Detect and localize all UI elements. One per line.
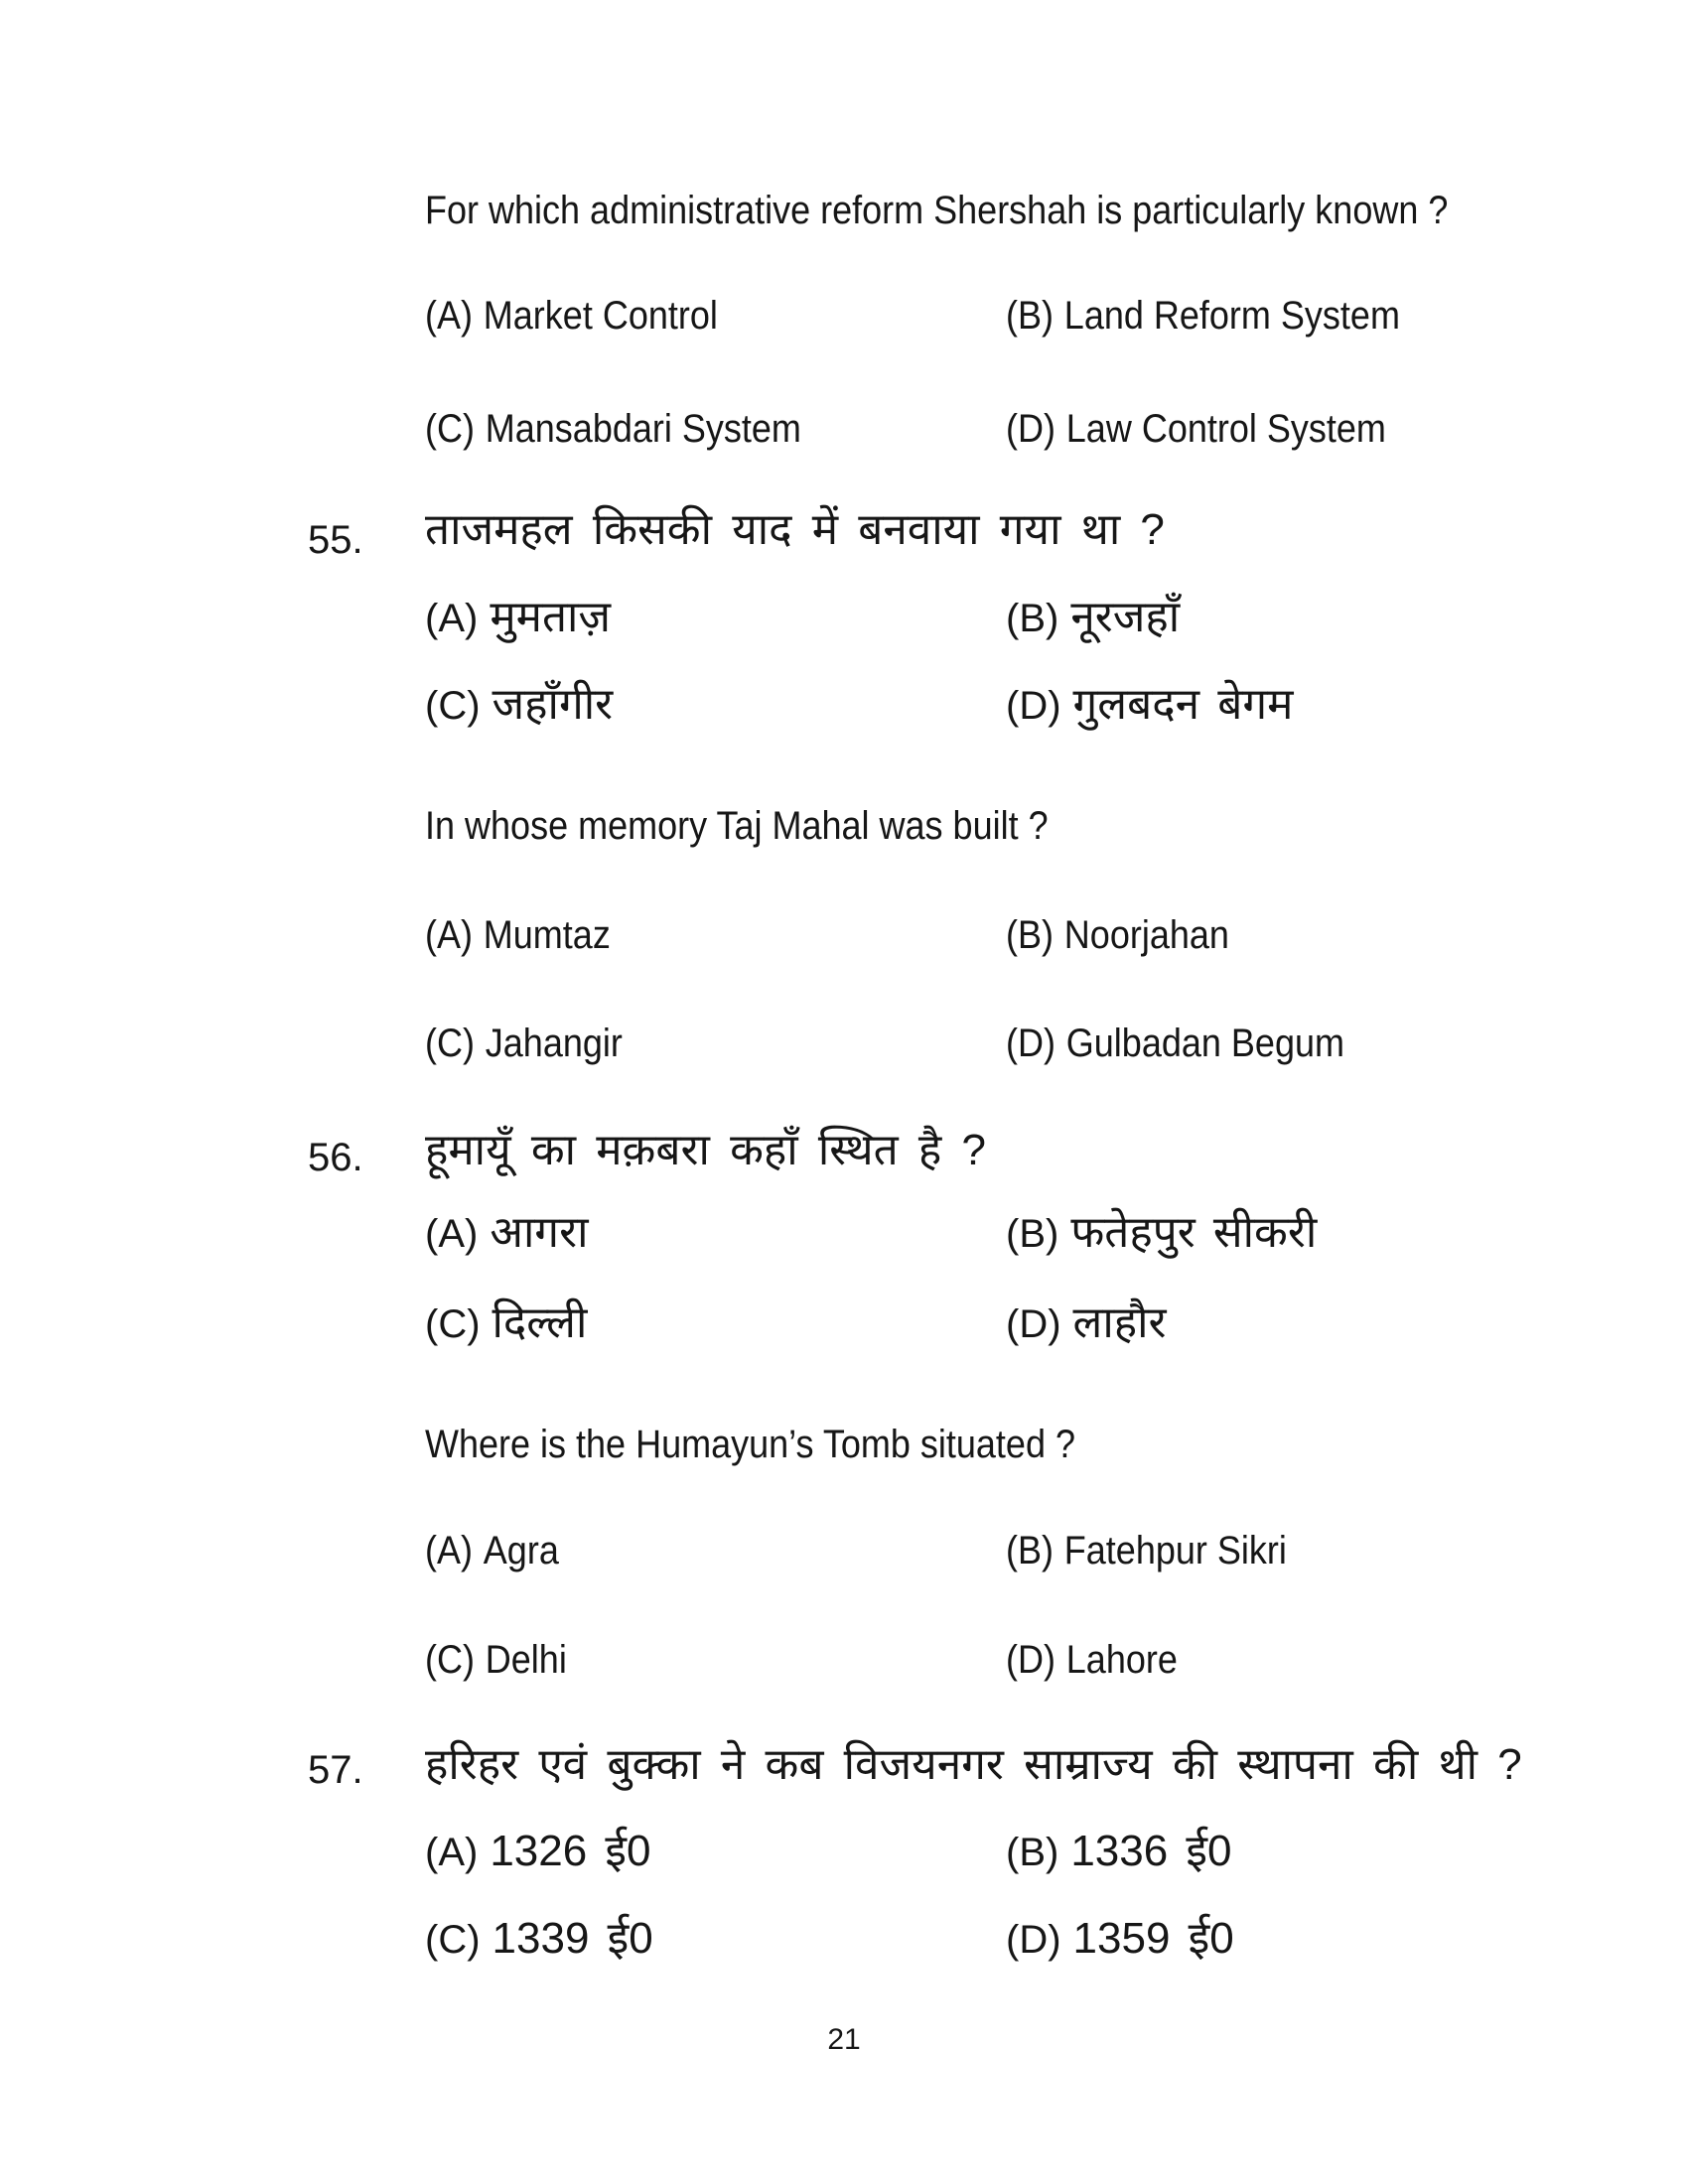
question-57-hindi-option-c <box>425 1914 653 1963</box>
option-label: (D) <box>1006 1638 1055 1682</box>
option-text: 1326 ई0 <box>490 1827 651 1875</box>
question-57-hindi-option-a <box>425 1827 651 1875</box>
option-label: (D) <box>1006 1022 1055 1065</box>
option-text: मुमताज़ <box>490 593 612 641</box>
option-label: (A) <box>425 294 473 338</box>
option-label: (A) <box>425 1529 473 1572</box>
question-55-english-option-b <box>1006 915 1229 955</box>
question-55-number: 55. <box>308 518 363 562</box>
option-label: (C) <box>425 1918 481 1962</box>
question-56-english-option-c <box>425 1640 567 1680</box>
question-55-english-text: In whose memory Taj Mahal was built ? <box>425 804 1049 848</box>
question-54-english-text: For which administrative reform Shershah is particularly known ? <box>425 189 1449 232</box>
option-label: (A) <box>425 1831 479 1874</box>
question-57-hindi-text: हरिहर एवं बुक्का ने कब विजयनगर साम्राज्य की स्थापना की थी ? <box>425 1740 1522 1789</box>
option-text: लाहौर <box>1072 1298 1167 1347</box>
question-54-option-a <box>425 296 718 336</box>
option-label: (D) <box>1006 684 1061 728</box>
option-label: (B) <box>1006 1831 1059 1874</box>
question-57-number: 57. <box>308 1748 363 1792</box>
option-text: Fatehpur Sikri <box>1063 1529 1287 1572</box>
option-text: Noorjahan <box>1063 913 1229 957</box>
question-55-hindi-option-d <box>1006 680 1294 729</box>
question-56-hindi-text: हूमायूँ का मक़बरा कहाँ स्थित है ? <box>425 1126 986 1174</box>
option-label: (A) <box>425 597 479 640</box>
option-label: (C) <box>425 684 481 728</box>
question-55-hindi-option-a <box>425 593 612 641</box>
option-text: Gulbadan Begum <box>1065 1022 1344 1065</box>
question-56-hindi-option-d <box>1006 1298 1167 1347</box>
question-55-english-option-d <box>1006 1024 1344 1063</box>
option-label: (D) <box>1006 1302 1061 1346</box>
question-54-option-c <box>425 409 801 449</box>
option-label: (A) <box>425 913 473 957</box>
option-text: 1339 ई0 <box>492 1914 653 1963</box>
option-text: Mansabdari System <box>485 407 801 451</box>
option-text: Law Control System <box>1065 407 1386 451</box>
option-text: दिल्ली <box>492 1298 588 1347</box>
option-text: 1336 ई0 <box>1070 1827 1232 1875</box>
question-54-option-b <box>1006 296 1400 336</box>
option-text: Delhi <box>485 1638 567 1682</box>
question-56-english-option-d <box>1006 1640 1178 1680</box>
question-57-hindi-option-b <box>1006 1827 1232 1875</box>
question-56-english-option-a <box>425 1531 559 1570</box>
option-label: (C) <box>425 1638 475 1682</box>
option-text: नूरजहाँ <box>1070 593 1181 641</box>
option-label: (B) <box>1006 294 1054 338</box>
option-label: (D) <box>1006 407 1055 451</box>
option-label: (C) <box>425 1302 481 1346</box>
page-number: 21 <box>827 2023 861 2056</box>
option-label: (B) <box>1006 913 1054 957</box>
question-55-english-option-a <box>425 915 611 955</box>
option-text: Market Control <box>483 294 718 338</box>
question-57-hindi-option-d <box>1006 1914 1234 1963</box>
option-text: Mumtaz <box>483 913 611 957</box>
question-56-hindi-option-b <box>1006 1208 1318 1257</box>
option-text: गुलबदन बेगम <box>1072 680 1294 729</box>
question-55-english-option-c <box>425 1024 623 1063</box>
option-label: (A) <box>425 1212 479 1256</box>
option-text: 1359 ई0 <box>1072 1914 1234 1963</box>
question-55-hindi-text: ताजमहल किसकी याद में बनवाया गया था ? <box>425 505 1165 554</box>
question-55-hindi-option-b <box>1006 593 1181 641</box>
option-text: Lahore <box>1065 1638 1178 1682</box>
option-text: Agra <box>483 1529 559 1572</box>
option-label: (B) <box>1006 1529 1054 1572</box>
option-text: फतेहपुर सीकरी <box>1070 1208 1318 1257</box>
question-56-english-text: Where is the Humayun’s Tomb situated ? <box>425 1423 1076 1466</box>
question-55-hindi-option-c <box>425 680 614 729</box>
question-54-option-d <box>1006 409 1386 449</box>
option-text: आगरा <box>490 1208 589 1257</box>
option-label: (D) <box>1006 1918 1061 1962</box>
question-56-number: 56. <box>308 1136 363 1179</box>
option-label: (C) <box>425 1022 475 1065</box>
option-label: (B) <box>1006 597 1059 640</box>
option-text: Jahangir <box>485 1022 623 1065</box>
question-56-hindi-option-c <box>425 1298 588 1347</box>
question-56-hindi-option-a <box>425 1208 589 1257</box>
option-text: जहाँगीर <box>492 680 614 729</box>
option-text: Land Reform System <box>1063 294 1400 338</box>
option-label: (C) <box>425 407 475 451</box>
question-56-english-option-b <box>1006 1531 1287 1570</box>
option-label: (B) <box>1006 1212 1059 1256</box>
